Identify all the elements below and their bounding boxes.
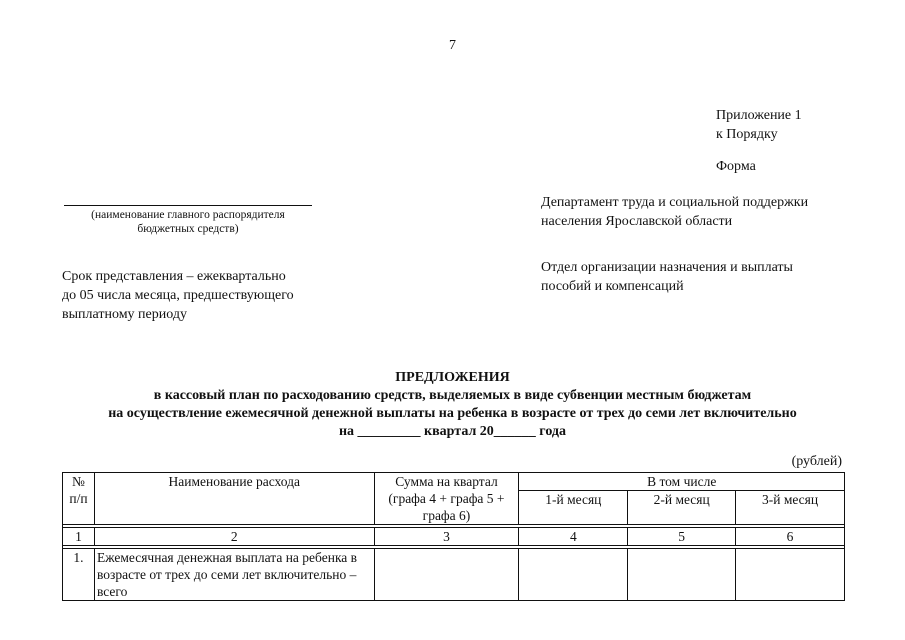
header-quarter-sum: Сумма на квартал (графа 4 + графа 5 + графа 6) [374, 473, 519, 525]
row-month-2[interactable] [628, 549, 736, 601]
signatory-line [64, 205, 312, 206]
proposals-table [62, 472, 845, 601]
column-number: 6 [736, 528, 845, 546]
header-including: В том числе [519, 473, 845, 491]
row-quarter-sum[interactable] [374, 549, 519, 601]
table-header-row [63, 473, 845, 491]
header-month-2: 2-й месяц [628, 491, 736, 525]
header-number-line-2: п/п [69, 491, 88, 506]
header-number [63, 473, 95, 525]
column-number: 2 [94, 528, 374, 546]
department-line-1: Департамент труда и социальной поддержки [541, 195, 809, 210]
row-month-3[interactable] [736, 549, 845, 601]
appendix-line-1: Приложение 1 [716, 108, 802, 123]
row-number: 1. [63, 549, 95, 601]
currency-note: (рублей) [791, 454, 842, 469]
row-month-1[interactable] [519, 549, 628, 601]
column-number: 4 [519, 528, 628, 546]
row-expense-name: Ежемесячная денежная выплата на ребенка в возрасте от трех до семи лет включительно – всего [94, 549, 374, 601]
title-line-3: на осуществление ежемесячной денежной выплаты на ребенка в возрасте от трех до семи лет включительно [108, 406, 797, 421]
addressee-unit [541, 258, 793, 296]
deadline-line-2: до 05 числа месяца, предшествующего [62, 288, 294, 303]
department-line-2: населения Ярославской области [541, 214, 733, 229]
column-number: 1 [63, 528, 95, 546]
column-number: 5 [628, 528, 736, 546]
header-number-line-1: № [72, 474, 85, 489]
header-month-3: 3-й месяц [736, 491, 845, 525]
appendix-reference [716, 106, 802, 144]
document-title [0, 369, 905, 441]
column-number: 3 [374, 528, 519, 546]
title-line-1: ПРЕДЛОЖЕНИЯ [395, 370, 510, 385]
deadline-line-1: Срок представления – ежеквартально [62, 269, 286, 284]
deadline-line-3: выплатному периоду [62, 307, 187, 322]
page-number: 7 [449, 38, 456, 53]
signatory-caption-line-2: бюджетных средств) [137, 223, 239, 235]
unit-line-1: Отдел организации назначения и выплаты [541, 260, 793, 275]
column-number-row [63, 528, 845, 546]
table-row [63, 549, 845, 601]
submission-deadline [62, 267, 294, 324]
header-expense-name: Наименование расхода [94, 473, 374, 525]
title-line-2: в кассовый план по расходованию средств, выделяемых в виде субвенции местным бюджетам [153, 388, 752, 403]
header-month-1: 1-й месяц [519, 491, 628, 525]
appendix-line-2: к Порядку [716, 127, 778, 142]
addressee-department [541, 193, 808, 231]
signatory-caption-line-1: (наименование главного распорядителя [91, 209, 285, 221]
form-label: Форма [716, 159, 756, 174]
unit-line-2: пособий и компенсаций [541, 279, 684, 294]
signatory-caption [64, 208, 312, 236]
title-line-4: на _________ квартал 20______ года [338, 424, 566, 439]
